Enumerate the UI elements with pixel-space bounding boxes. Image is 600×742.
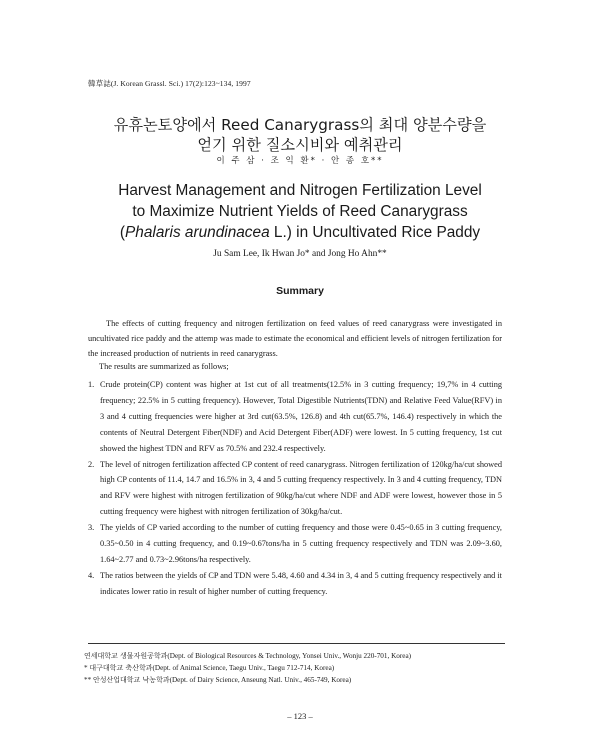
footnote-divider: [88, 643, 505, 644]
result-number: 3.: [88, 523, 95, 533]
abstract-text: The effects of cutting frequency and nitrogen fertilization on feed values of reed canarygrass were investigated in uncultivated rice paddy and the attemp was made to estimate the economical and efficient levels of nitrogen fertilization for the increased production of nutrients in reed canarygrass.: [88, 319, 502, 359]
korean-title: [0, 115, 600, 155]
english-title: [0, 180, 600, 243]
journal-citation: [88, 78, 251, 89]
results-list: [88, 377, 502, 600]
affiliation-english: (Dept. of Animal Science, Taegu Univ., Taegu 712-714, Korea): [152, 664, 335, 672]
affiliation-1: [84, 651, 411, 661]
affiliation-korean: 안성산업대학교 낙농학과: [92, 676, 170, 684]
affiliation-korean: 대구대학교 축산학과: [89, 664, 153, 672]
affiliation-english: (Dept. of Dairy Science, Anseung Natl. Univ., 465-749, Korea): [169, 676, 352, 684]
result-item: [88, 568, 502, 600]
result-text: The ratios between the yields of CP and TDN were 5.48, 4.60 and 4.34 in 3, 4 and 5 cutting frequency respectively and it indicates lower ratio in result of higher number of cutting frequency.: [100, 570, 502, 596]
korean-authors: 이 주 삼 · 조 익 환* · 안 종 호**: [216, 156, 384, 166]
result-number: 2.: [88, 459, 95, 469]
title-paren: (: [119, 224, 126, 241]
english-title-line1: Harvest Management and Nitrogen Fertilization Level: [118, 182, 482, 199]
species-name: Phalaris arundinacea: [125, 224, 270, 241]
result-item: [88, 457, 502, 521]
result-item: [88, 377, 502, 457]
korean-title-line2: 얻기 위한 질소시비와 예취관리: [197, 136, 403, 154]
title-rest: L.) in Uncultivated Rice Paddy: [269, 224, 481, 241]
result-item: [88, 520, 502, 568]
result-text: The level of nitrogen fertilization affected CP content of reed canarygrass. Nitrogen fertilization of 120kg/ha/cut showed high CP contents of 11.4, 14.7 and 16.5% in 3, 4 and 5 cutting frequency respectively. In 3 and 4 cutting frequency, TDN and RFV were highest with nitrogen fertilization of 90kg/ha/cut where NDF and ADF were lowest, however those in 5 cutting frequency were highest with nitrogen fertilization of 30kg/ha/cut.: [100, 459, 502, 517]
english-title-line3: [0, 222, 600, 243]
results-intro: The results are summarized as follows;: [99, 362, 229, 371]
affiliation-3: [84, 675, 351, 685]
abstract: [88, 316, 502, 362]
page-number: – 123 –: [287, 711, 313, 721]
journal-abbrev: 韓草誌: [88, 79, 111, 88]
affiliation-korean: 연세대학교 생물자원공학과: [84, 652, 168, 660]
affiliation-mark: *: [84, 664, 90, 672]
affiliation-2: [84, 663, 334, 673]
affiliation-english: (Dept. of Biological Resources & Technology, Yonsei Univ., Wonju 220-701, Korea): [167, 652, 412, 660]
english-authors: Ju Sam Lee, Ik Hwan Jo* and Jong Ho Ahn**: [213, 249, 387, 259]
result-number: 1.: [88, 380, 95, 389]
summary-heading: Summary: [276, 285, 324, 297]
result-text: Crude protein(CP) content was higher at 1st cut of all treatments(12.5% in 3 cutting frequency; 19,7% in 4 cutting frequency; 22.5% in 5 cutting frequency). However, Total Digestible Nutrients(TDN) and Relative Feed Value(RFV) in 3 and 4 cutting frequencies were higher at 3rd cut(63.5%, 126.8) and 4th cut(65.7%, 146.4) respectively in which the contents of Neutral Detergent Fiber(NDF) and Acid Detergent Fiber(ADF) were lowest. In 5 cutting frequency, 1st cut showed the highest TDN and RFV as 70.5% and 232.4 respectively.: [100, 380, 502, 453]
affiliation-mark: **: [84, 676, 93, 684]
result-text: The yields of CP varied according to the number of cutting frequency and those were 0.45~0.65 in 3 cutting frequency, 0.35~0.50 in 4 cutting frequency, and 0.19~0.67tons/ha in 5 cutting frequency respectively and TDN was 2.09~3.60, 1.64~2.77 and 0.73~2.96tons/ha respectively.: [100, 523, 502, 564]
korean-title-line1: 유휴논토양에서 Reed Canarygrass의 최대 양분수량을: [113, 116, 487, 134]
english-title-line2: to Maximize Nutrient Yields of Reed Canarygrass: [132, 203, 468, 220]
result-number: 4.: [88, 570, 95, 580]
journal-ref: (J. Korean Grassl. Sci.) 17(2):123~134, 1997: [110, 79, 251, 88]
